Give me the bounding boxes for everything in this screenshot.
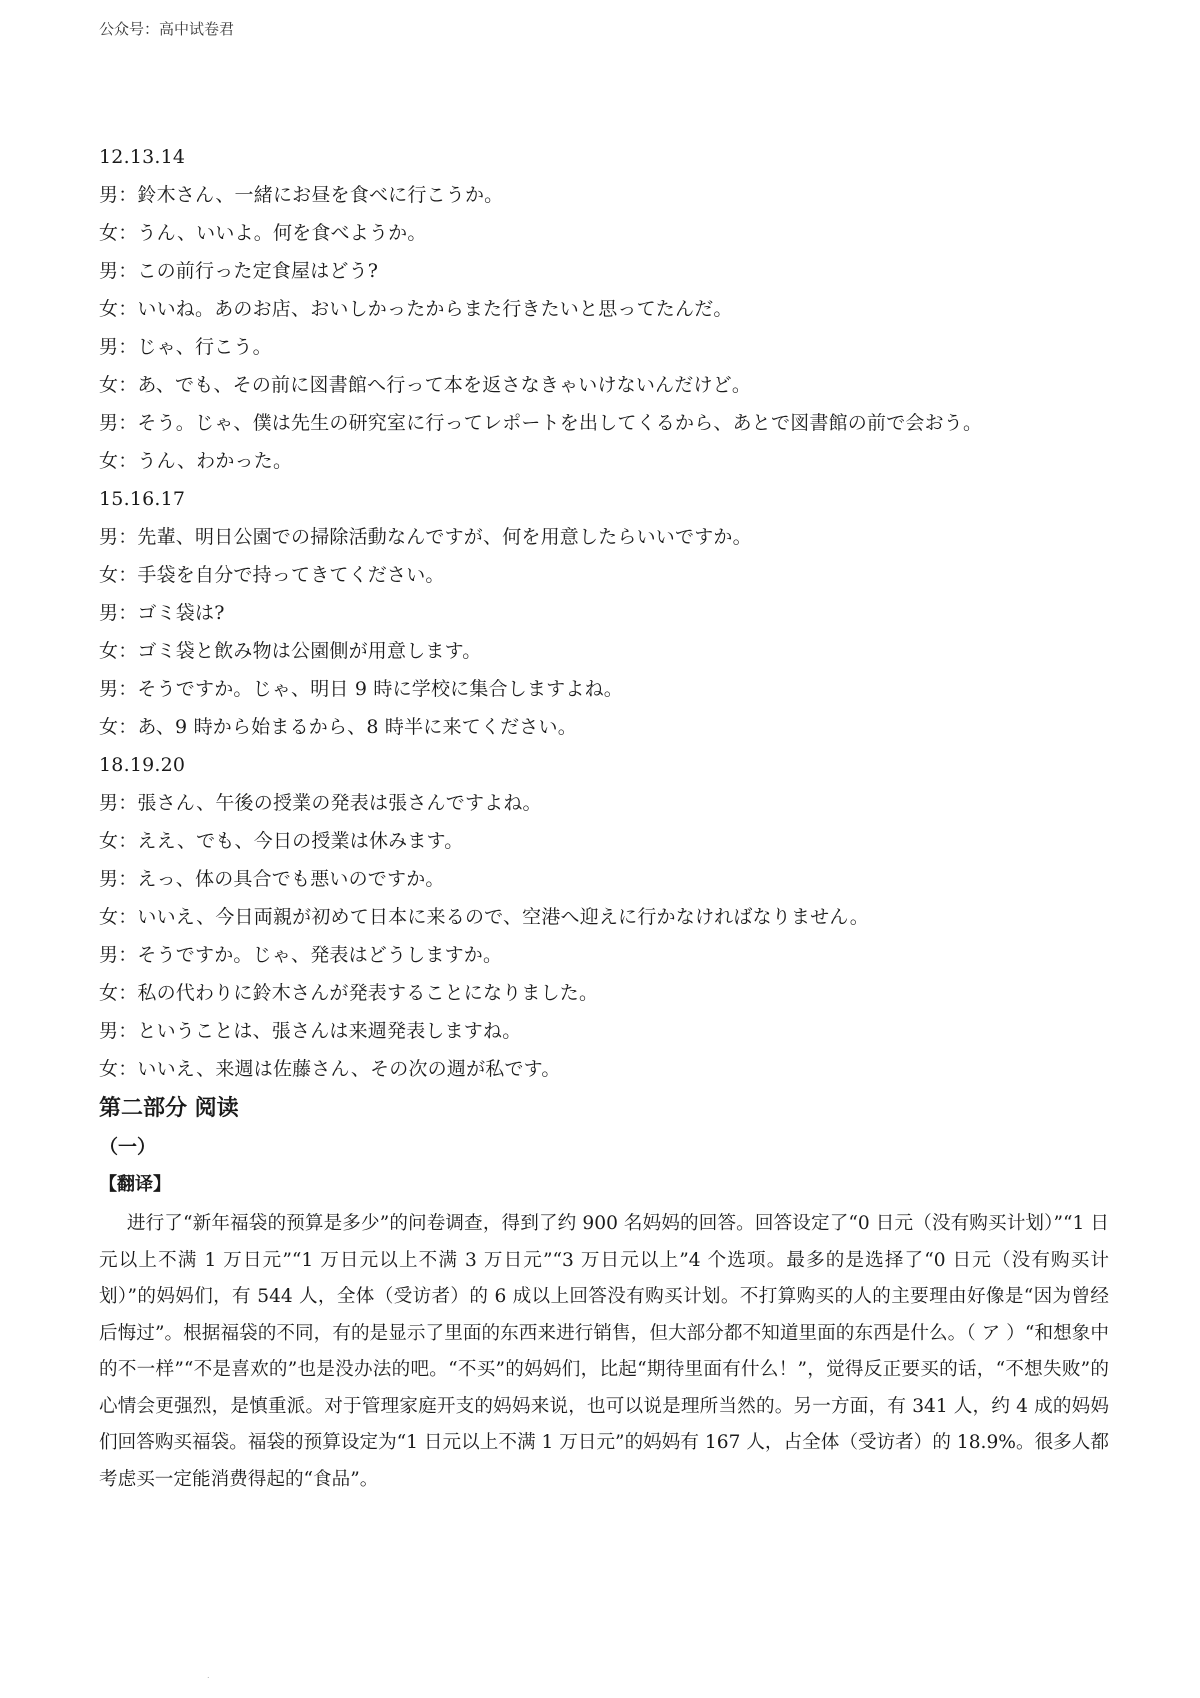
dialogue-line: 女：あ、でも、その前に図書館へ行って本を返さなきゃいけないんだけど。 — [99, 374, 752, 396]
dialogue-line: 男：先輩、明日公園での掃除活動なんですが、何を用意したらいいですか。 — [99, 526, 752, 548]
dialogue-line: 女：ゴミ袋と飲み物は公園側が用意します。 — [99, 640, 482, 662]
translation-tag: 【翻译】 — [99, 1174, 171, 1195]
dialogue-line: 男：この前行った定食屋はどう? — [99, 260, 379, 282]
dialogue-line: 男：ということは、張さんは来週発表しますね。 — [99, 1020, 522, 1042]
dialogue-line: 女：私の代わりに鈴木さんが発表することになりました。 — [99, 982, 599, 1004]
section-title: 第二部分 阅读 — [99, 1096, 239, 1121]
dialogue-line: 女：いいね。あのお店、おいしかったからまた行きたいと思ってたんだ。 — [99, 298, 733, 320]
dialogue-line: 男：じゃ、行こう。 — [99, 336, 272, 358]
dialogue-line: 男：そう。じゃ、僕は先生の研究室に行ってレポートを出してくるから、あとで図書館の前で会おう。 — [99, 412, 983, 434]
section-subtitle: （一） — [99, 1136, 157, 1158]
dialogue-line: 男：そうですか。じゃ、発表はどうしますか。 — [99, 944, 503, 966]
dialogue-line: 女：いいえ、今日両親が初めて日本に来るので、空港へ迎えに行かなければなりません。 — [99, 906, 869, 928]
dialogue-line: 男：えっ、体の具合でも悪いのですか。 — [99, 868, 445, 890]
dialogue-line: 女：いいえ、来週は佐藤さん、その次の週が私です。 — [99, 1058, 561, 1080]
dialogue-line: 女：ええ、でも、今日の授業は休みます。 — [99, 830, 464, 852]
translation-paragraph: 进行了“新年福袋的预算是多少”的问卷调查，得到了约 900 名妈妈的回答。回答设定了“0 日元（没有购买计划）”“1 日元以上不满 1 万日元”“1 万日元以上不满 3 万日元”“3 万日元以上”4 个选项。最多的是选择了“0 日元（没有购买计划）”的妈妈们，有 544 人，全体（受访者）的 6 成以上回答没有购买计划。不打算购买的人的主要理由好像是“因为曾经后悔过”。根据福袋的不同，有的是显示了里面的东西来进行销售，但大部分都不知道里面的东西是什么。（ ア ）“和想象中的不一样”“不是喜欢的”也是没办法的吧。“不买”的妈妈们，比起“期待里面有什么！”，觉得反正要买的话，“不想失败”的心情会更强烈，是慎重派。对于管理家庭开支的妈妈来说，也可以说是理所当然的。另一方面，有 341 人，约 4 成的妈妈们回答购买福袋。福袋的预算设定为“1 日元以上不满 1 万日元”的妈妈有 167 人，占全体（受访者）的 18.9%。很多人都考虑买一定能消费得起的“食品”。 — [99, 1213, 1109, 1490]
document-body — [99, 138, 1109, 1498]
dialogue-block-3 — [99, 746, 1109, 1088]
page-header-source: 公众号：高中试卷君 — [99, 20, 235, 38]
dialogue-line: 男：ゴミ袋は? — [99, 602, 225, 624]
dialogue-label: 18.19.20 — [99, 754, 186, 776]
dialogue-line: 男：鈴木さん、一緒にお昼を食べに行こうか。 — [99, 184, 504, 206]
dialogue-line: 女：手袋を自分で持ってきてください。 — [99, 564, 445, 586]
dialogue-line: 女：うん、いいよ。何を食べようか。 — [99, 222, 427, 244]
dialogue-label: 15.16.17 — [99, 488, 186, 510]
footer-dot: . — [207, 1671, 210, 1680]
dialogue-block-1 — [99, 138, 1109, 480]
dialogue-line: 女：あ、9 時から始まるから、8 時半に来てください。 — [99, 716, 577, 738]
dialogue-label: 12.13.14 — [99, 146, 186, 168]
dialogue-line: 女：うん、わかった。 — [99, 450, 293, 472]
dialogue-line: 男：そうですか。じゃ、明日 9 時に学校に集合しますよね。 — [99, 678, 623, 700]
dialogue-block-2 — [99, 480, 1109, 746]
dialogue-line: 男：張さん、午後の授業の発表は張さんですよね。 — [99, 792, 542, 814]
